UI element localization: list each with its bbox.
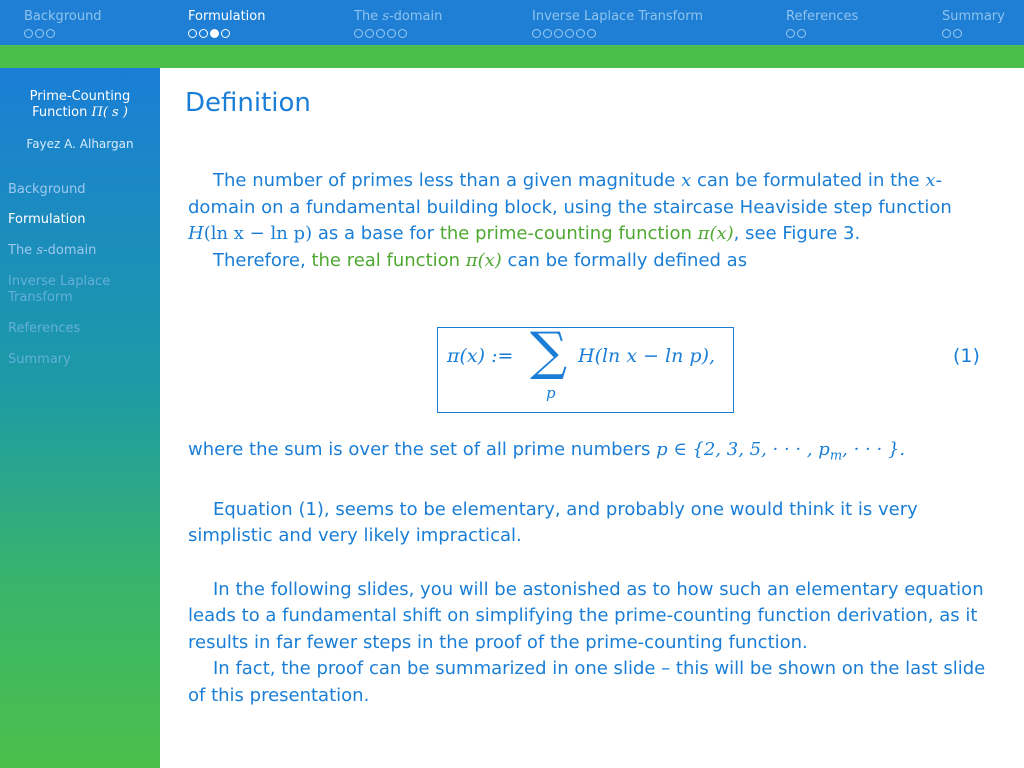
equation-rhs: H(ln x − ln p), bbox=[578, 345, 716, 367]
nav-dots-s-domain bbox=[354, 29, 409, 41]
sidebar-item-formulation[interactable]: Formulation bbox=[8, 212, 86, 227]
sidebar-sdomain-prefix: The bbox=[8, 243, 37, 258]
nav-section-s-domain[interactable] bbox=[354, 9, 442, 24]
sidebar-item-summary[interactable]: Summary bbox=[8, 352, 71, 367]
summation-subscript: p bbox=[546, 384, 556, 402]
paragraph-in-fact: In fact, the proof can be summarized in one slide – this will be shown on the last slide of this presentation. bbox=[188, 658, 986, 706]
nav-dot[interactable] bbox=[554, 29, 563, 38]
highlight-prime-counting bbox=[440, 223, 734, 244]
text: the real function bbox=[311, 249, 466, 271]
sidebar-inverse-line2: Transform bbox=[8, 290, 73, 305]
sidebar-inverse-line1: Inverse Laplace bbox=[8, 274, 111, 289]
nav-dots-references bbox=[786, 29, 808, 41]
nav-dot[interactable] bbox=[387, 29, 396, 38]
text: the prime-counting function bbox=[439, 223, 698, 245]
math-prime-set: p ∈ {2, 3, 5, · · · , p bbox=[656, 439, 830, 460]
nav-section-background[interactable]: Background bbox=[24, 9, 102, 24]
sidebar-item-background[interactable]: Background bbox=[8, 182, 86, 197]
text: can be formally defined as bbox=[501, 249, 748, 271]
sidebar-sdomain-var: s bbox=[36, 243, 43, 258]
sidebar-title-line2[interactable] bbox=[0, 105, 160, 121]
nav-dot[interactable] bbox=[543, 29, 552, 38]
text: can be formulated in the bbox=[691, 170, 926, 191]
nav-domain-suffix: -domain bbox=[388, 9, 443, 24]
math-heaviside: H bbox=[188, 223, 204, 245]
sidebar-item-s-domain[interactable] bbox=[8, 243, 96, 259]
slide-content-lower bbox=[188, 437, 988, 710]
paragraph-following-slides: In the following slides, you will be astonished as to how such an elementary equation leads to a fundamental shift on simplifying the prime-counting function derivation, as it results in far fewer steps in the proof of the prime-counting function. bbox=[188, 578, 984, 653]
math-x: x bbox=[681, 170, 692, 191]
nav-dot[interactable] bbox=[576, 29, 585, 38]
nav-section-references[interactable]: References bbox=[786, 9, 859, 24]
sidebar-sdomain-suffix: -domain bbox=[42, 243, 97, 258]
text: where the sum is over the set of all prime numbers bbox=[188, 439, 657, 460]
nav-dot-current[interactable] bbox=[210, 29, 219, 38]
math-prime-set-end: , · · · }. bbox=[842, 439, 906, 460]
nav-the-prefix: The bbox=[354, 9, 383, 24]
equation-lhs: π(x) := bbox=[447, 345, 514, 367]
math-heaviside-arg: (ln x − ln p) bbox=[203, 223, 313, 245]
equation-box bbox=[437, 327, 734, 413]
nav-dot[interactable] bbox=[354, 29, 363, 38]
paragraph-elementary: Equation (1), seems to be elementary, and probably one would think it is very simplistic and very likely impractical. bbox=[188, 498, 918, 547]
nav-dot[interactable] bbox=[35, 29, 44, 38]
nav-dot[interactable] bbox=[398, 29, 407, 38]
sidebar-item-inverse-laplace[interactable] bbox=[8, 274, 110, 306]
sidebar-item-references[interactable]: References bbox=[8, 321, 81, 336]
nav-dot[interactable] bbox=[953, 29, 962, 38]
text: as a base for bbox=[312, 223, 440, 245]
nav-dot[interactable] bbox=[188, 29, 197, 38]
text: Therefore, bbox=[213, 249, 312, 271]
paragraph-where bbox=[188, 437, 988, 470]
math-x: x bbox=[925, 170, 936, 191]
sidebar-title-prefix: Function bbox=[32, 105, 92, 120]
nav-dot[interactable] bbox=[46, 29, 55, 38]
nav-dot[interactable] bbox=[797, 29, 806, 38]
sidebar-title-math: Π( s ) bbox=[91, 105, 128, 120]
nav-dot[interactable] bbox=[942, 29, 951, 38]
nav-section-inverse-laplace[interactable]: Inverse Laplace Transform bbox=[532, 9, 703, 24]
text: The number of primes less than a given magnitude bbox=[213, 170, 682, 191]
sidebar-title-line1[interactable]: Prime-Counting bbox=[29, 89, 131, 104]
math-pi-x: π(x) bbox=[465, 249, 502, 271]
paragraph-definition bbox=[188, 168, 988, 248]
nav-dots-formulation bbox=[188, 29, 232, 41]
equation-number: (1) bbox=[953, 345, 980, 367]
sidebar bbox=[0, 68, 160, 768]
nav-dots-summary bbox=[942, 29, 964, 41]
nav-dots-inverse-laplace bbox=[532, 29, 598, 41]
top-navigation-bar bbox=[0, 0, 1024, 45]
nav-dot[interactable] bbox=[587, 29, 596, 38]
math-subscript: m bbox=[829, 448, 843, 464]
nav-dot[interactable] bbox=[532, 29, 541, 38]
nav-dot[interactable] bbox=[24, 29, 33, 38]
sidebar-author[interactable]: Fayez A. Alhargan bbox=[26, 137, 134, 151]
slide-content bbox=[188, 168, 988, 274]
summation-symbol: ∑ bbox=[530, 322, 568, 382]
frame-title: Definition bbox=[185, 88, 311, 118]
nav-dot[interactable] bbox=[786, 29, 795, 38]
highlight-real-function bbox=[311, 250, 501, 271]
nav-dot[interactable] bbox=[199, 29, 208, 38]
nav-dot[interactable] bbox=[565, 29, 574, 38]
nav-dot[interactable] bbox=[376, 29, 385, 38]
header-accent-bar bbox=[0, 45, 1024, 68]
text: , see Figure 3. bbox=[733, 223, 861, 245]
nav-dots-background bbox=[24, 29, 57, 41]
nav-dot[interactable] bbox=[221, 29, 230, 38]
paragraph-therefore bbox=[188, 248, 988, 275]
nav-dot[interactable] bbox=[365, 29, 374, 38]
nav-section-formulation[interactable]: Formulation bbox=[188, 9, 266, 24]
text: -domain on a fundamental building block, using the staircase Heaviside step function bbox=[188, 170, 952, 218]
math-pi-x: π(x) bbox=[697, 223, 734, 245]
nav-s-var: s bbox=[382, 9, 389, 24]
nav-section-summary[interactable]: Summary bbox=[942, 9, 1005, 24]
